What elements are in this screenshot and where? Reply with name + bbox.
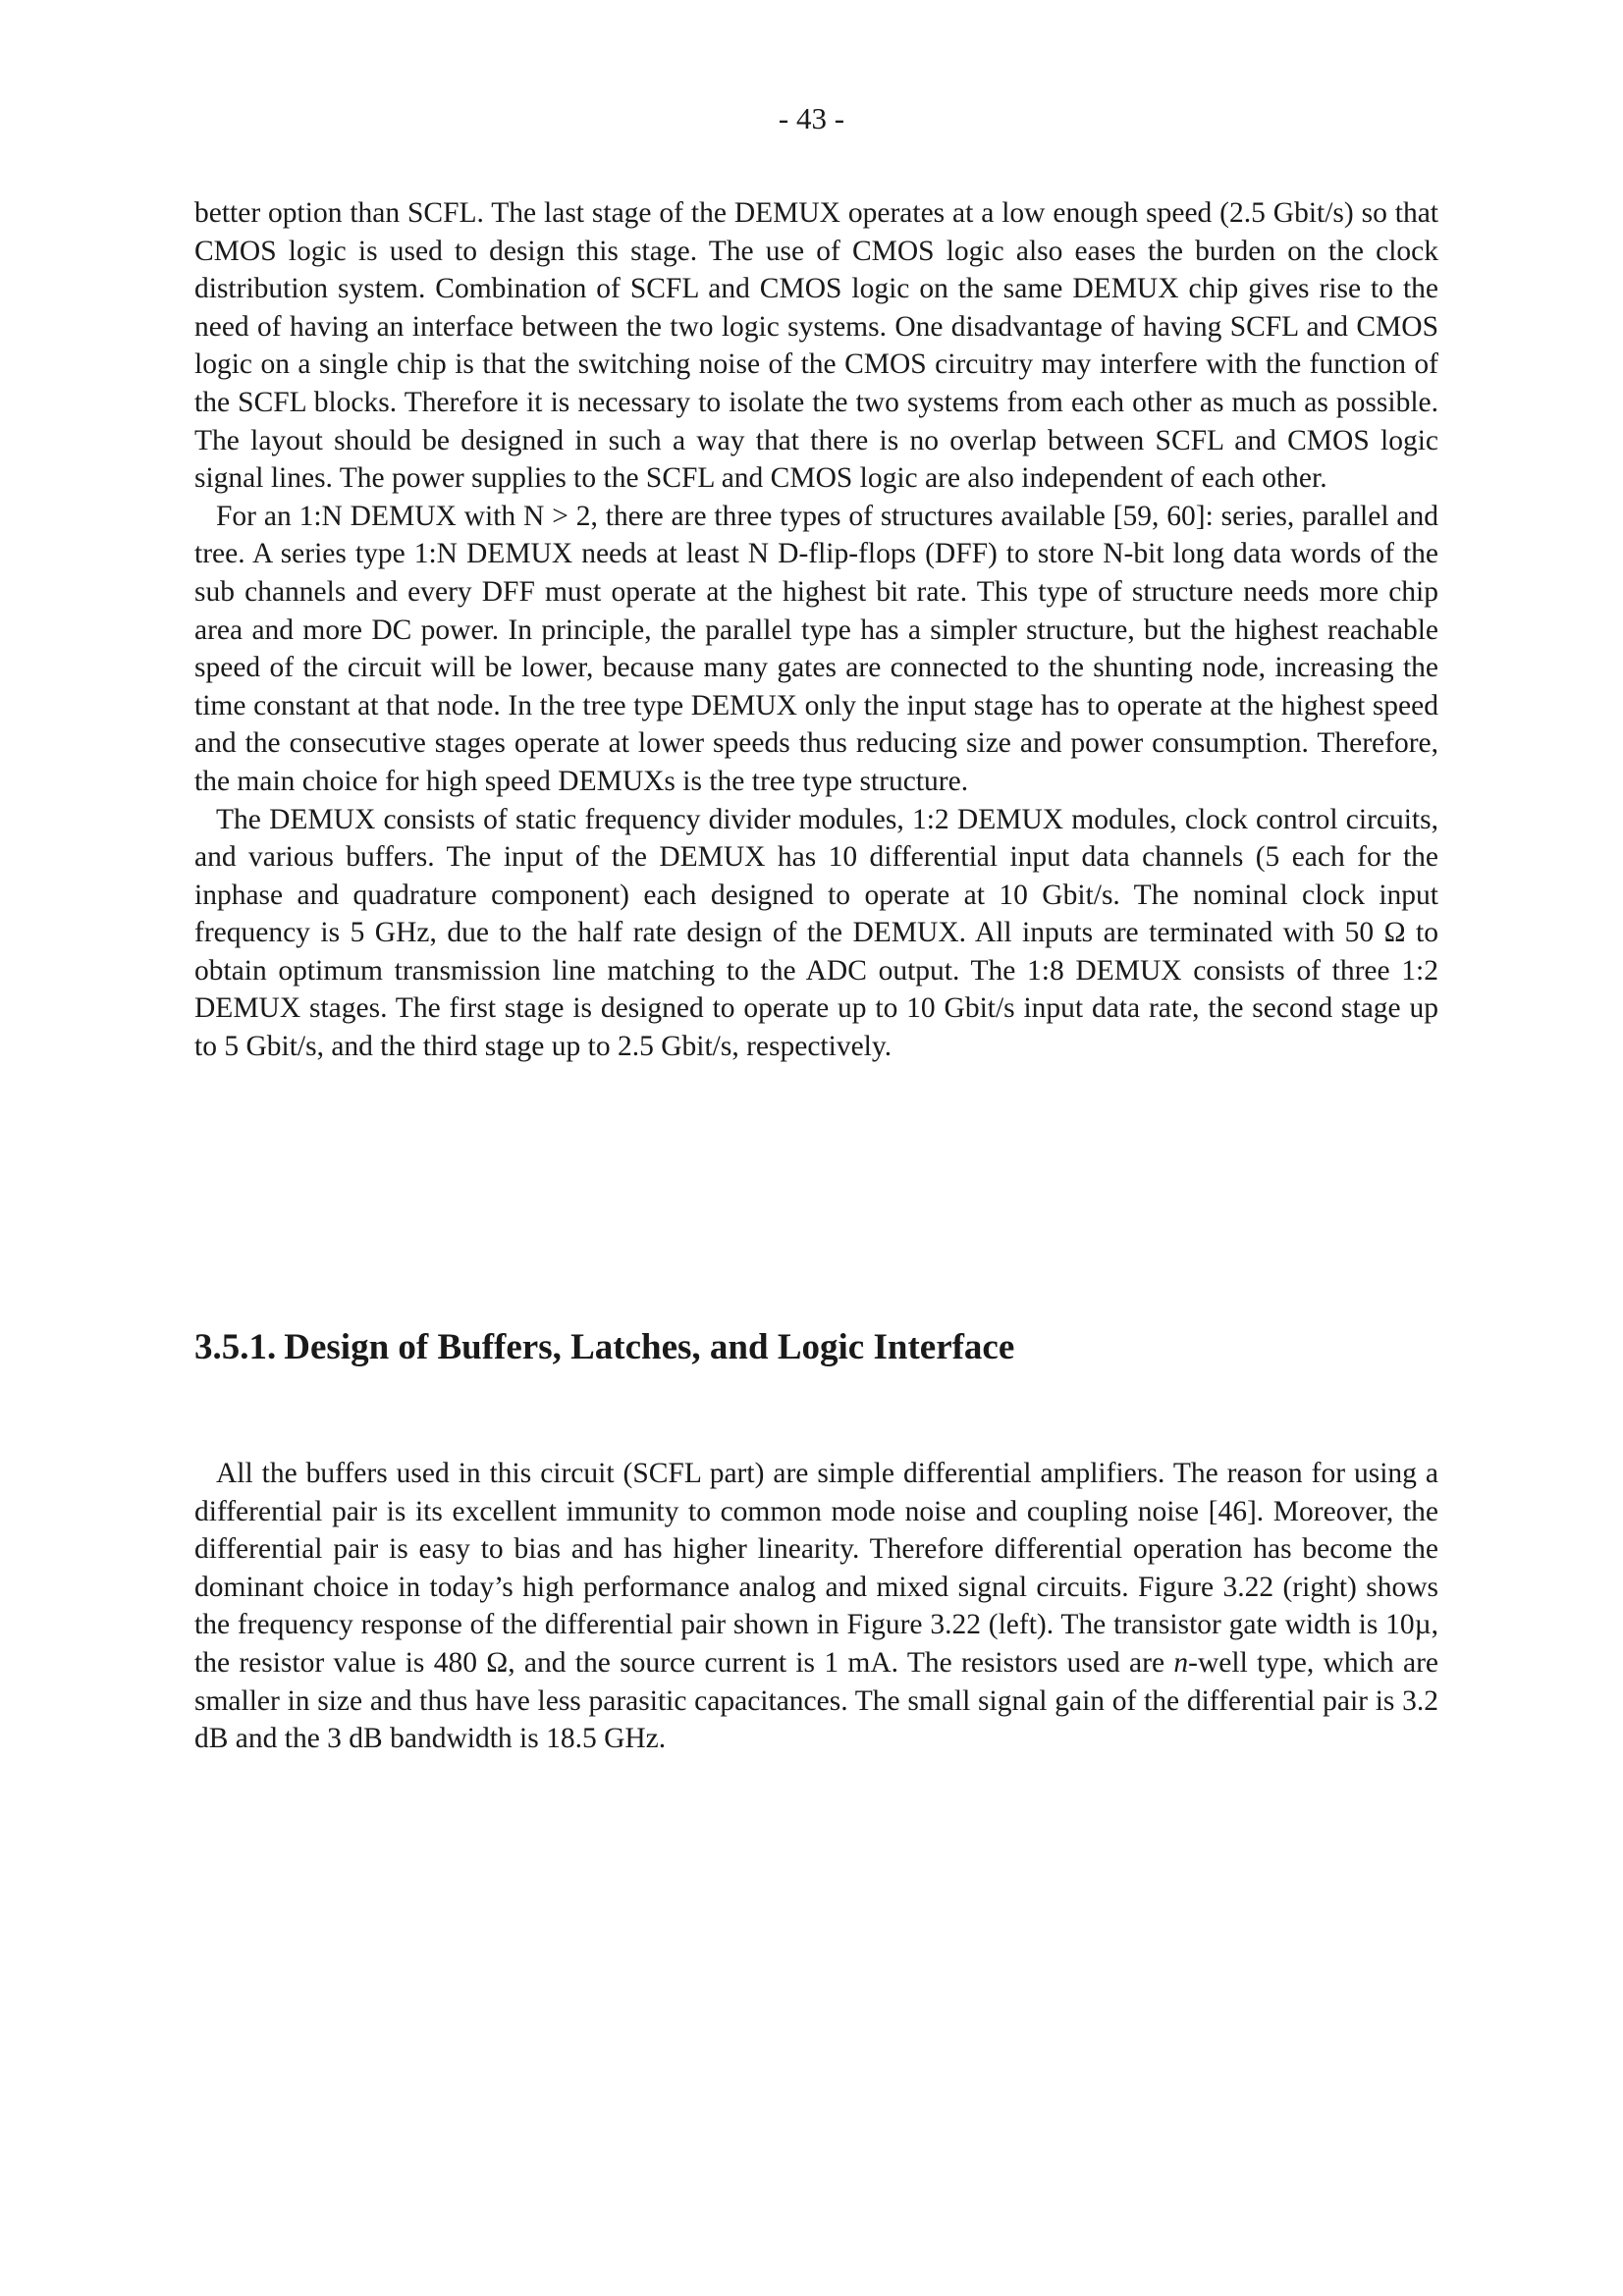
paragraph-buffers-text-a: All the buffers used in this circuit (SCFL part) are simple differential amplifiers. The reason for using a differential pair is its excellent immunity to common mode noise and coupling noise [46]. Moreover, the differential pair is easy to bias and has higher linearity. Therefore differential operation has become the dominant choice in today’s high performance analog and mixed signal circuits. Figure 3.22 (right) shows the frequency response of the differential pair shown in Figure 3.22 (left). The transistor gate width is 10µ, the resistor value is 480 Ω, and the source current is 1 mA. The resistors used are (194, 1458, 1438, 1679)
body-text-top (194, 194, 1438, 1066)
paragraph-demux-structures: For an 1:N DEMUX with N > 2, there are three types of structures available [59, 60]: series, parallel and tree. A series type 1:N DEMUX needs at least N D-flip-flops (DFF) to store N-bit long data words of the sub channels and every DFF must operate at the highest bit rate. This type of structure needs more chip area and more DC power. In principle, the parallel type has a simpler structure, but the highest reachable speed of the circuit will be lower, because many gates are connected to the shunting node, increasing the time constant at that node. In the tree type DEMUX only the input stage has to operate at the highest speed and the consecutive stages operate at lower speeds thus reducing size and power consumption. Therefore, the main choice for high speed DEMUXs is the tree type structure. (194, 500, 1438, 797)
paragraph-continuation: better option than SCFL. The last stage of the DEMUX operates at a low enough speed (2.5 Gbit/s) so that CMOS logic is used to design this stage. The use of CMOS logic also eases the burden on the clock distribution system. Combination of SCFL and CMOS logic on the same DEMUX chip gives rise to the need of having an interface between the two logic systems. One disadvantage of having SCFL and CMOS logic on a single chip is that the switching noise of the CMOS circuitry may interfere with the function of the SCFL blocks. Therefore it is necessary to isolate the two systems from each other as much as possible. The layout should be designed in such a way that there is no overlap between SCFL and CMOS logic signal lines. The power supplies to the SCFL and CMOS logic are also independent of each other. (194, 197, 1438, 495)
section-title: Design of Buffers, Latches, and Logic Interface (284, 1327, 1015, 1367)
paragraph-demux-composition: The DEMUX consists of static frequency divider modules, 1:2 DEMUX modules, clock control circuits, and various buffers. The input of the DEMUX has 10 differential input data channels (5 each for the inphase and quadrature component) each designed to operate at 10 Gbit/s. The nominal clock input frequency is 5 GHz, due to the half rate design of the DEMUX. All inputs are terminated with 50 Ω to obtain optimum transmission line matching to the ADC output. The 1:8 DEMUX consists of three 1:2 DEMUX stages. The first stage is designed to operate up to 10 Gbit/s input data rate, the second stage up to 5 Gbit/s, and the third stage up to 2.5 Gbit/s, respectively. (194, 803, 1438, 1063)
section-heading (194, 1325, 1014, 1370)
paragraph-buffers-text-b: -well type, which are smaller in size and thus have less parasitic capacitances. The small signal gain of the differential pair is 3.2 dB and the 3 dB bandwidth is 18.5 GHz. (194, 1646, 1439, 1755)
page-number: - 43 - (778, 101, 845, 135)
body-text-bottom (194, 1455, 1438, 1758)
paragraph-buffers (194, 1455, 1438, 1758)
italic-n: n (1173, 1646, 1189, 1679)
section-number: 3.5.1. (194, 1327, 277, 1367)
